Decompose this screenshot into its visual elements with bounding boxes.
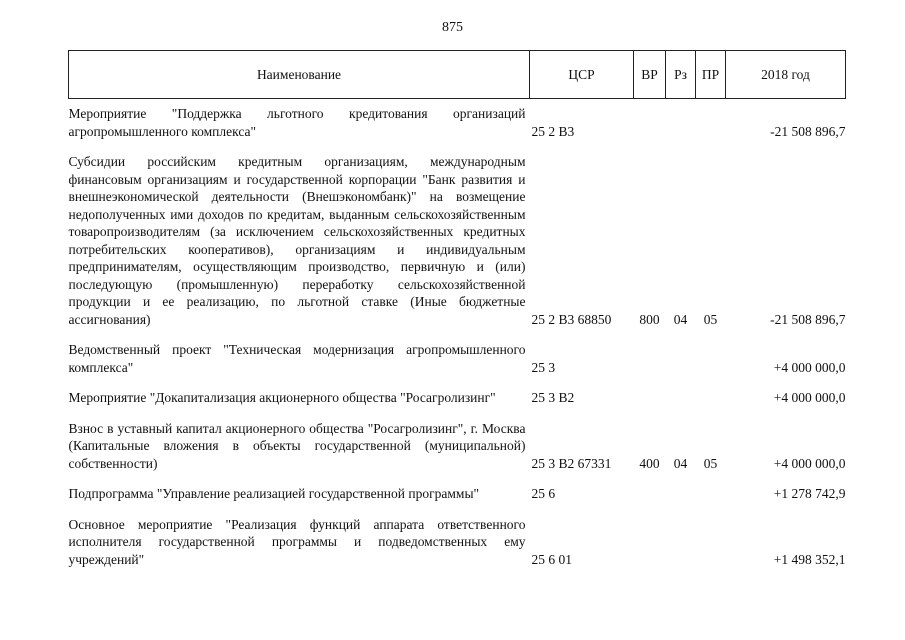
- row-csr: 25 2 В3 68850: [531, 311, 612, 327]
- row-pr: [696, 485, 726, 503]
- table-body: [69, 99, 846, 569]
- row-amount: +4 000 000,0: [773, 455, 846, 471]
- header-pr: ПР: [696, 51, 726, 99]
- row-name: Основное мероприятие "Реализация функций аппарата ответственного исполнителя государственной программы и подведомственных ему учреждений": [68, 516, 526, 567]
- row-amount: +1 498 352,1: [773, 551, 846, 567]
- row-name: Взнос в уставный капитал акционерного общества "Росагролизинг", г. Москва (Капитальные вложения в объекты государственной (муниципальной) собственности): [68, 420, 526, 471]
- row-rz: [666, 485, 696, 503]
- row-rz: 04: [673, 311, 688, 327]
- row-pr: [696, 105, 726, 140]
- row-csr: 25 3 В2: [531, 390, 575, 405]
- table-row: [69, 153, 846, 328]
- header-year: 2018 год: [726, 51, 846, 99]
- row-pr: [696, 516, 726, 569]
- row-vr: [634, 105, 666, 140]
- table-row: [69, 105, 846, 140]
- row-name: Мероприятие "Поддержка льготного кредитования организаций агропромышленного комплекса": [68, 106, 526, 139]
- table-row: [69, 389, 846, 407]
- row-pr: [696, 389, 726, 407]
- row-vr: [634, 341, 666, 376]
- row-pr: 05: [703, 311, 718, 327]
- header-csr: ЦСР: [530, 51, 634, 99]
- row-csr: 25 2 В3: [531, 123, 575, 139]
- row-vr: 800: [639, 311, 660, 327]
- row-rz: [666, 516, 696, 569]
- row-name: Субсидии российским кредитным организациям, международным финансовым организациям и государственной корпорации "Банк развития и внешнеэкономической деятельности (Внешэкономбанк)" на возмещение недополученных ими доходов по кредитам, выданным сельскохозяйственным товаропроизводителям (за исключением сельскохозяйственных кредитных потребительских кооперативов), организациям и индивидуальным предпринимателям, осуществляющим производство, первичную и (или) последующую (промышленную) переработку сельскохозяйственной продукции и ее реализацию, по льготной ставке (Иные бюджетные ассигнования): [68, 154, 526, 327]
- row-csr: 25 6 01: [531, 551, 572, 567]
- row-amount: +4 000 000,0: [773, 359, 846, 375]
- row-rz: 04: [673, 455, 688, 471]
- row-amount: +1 278 742,9: [773, 486, 846, 501]
- row-pr: 05: [703, 455, 718, 471]
- row-vr: 400: [639, 455, 660, 471]
- row-amount: -21 508 896,7: [770, 123, 846, 139]
- budget-table: [68, 50, 846, 568]
- row-vr: [634, 485, 666, 503]
- header-rz: Рз: [666, 51, 696, 99]
- table-row: [69, 485, 846, 503]
- table-row: [69, 516, 846, 569]
- table-row: [69, 341, 846, 376]
- row-rz: [666, 341, 696, 376]
- row-pr: [696, 341, 726, 376]
- row-amount: -21 508 896,7: [770, 311, 846, 327]
- row-vr: [634, 389, 666, 407]
- row-amount: +4 000 000,0: [773, 390, 846, 405]
- row-name: Ведомственный проект "Техническая модернизация агропромышленного комплекса": [68, 342, 526, 375]
- header-vr: ВР: [634, 51, 666, 99]
- table-row: [69, 420, 846, 473]
- header-name: Наименование: [69, 51, 530, 99]
- page-number: 875: [442, 20, 463, 35]
- row-name: Мероприятие "Докапитализация акционерного общества "Росагролизинг": [68, 390, 496, 405]
- row-csr: 25 6: [531, 486, 556, 501]
- row-rz: [666, 105, 696, 140]
- row-csr: 25 3 В2 67331: [531, 455, 612, 471]
- row-vr: [634, 516, 666, 569]
- table-header: [69, 51, 846, 99]
- row-csr: 25 3: [531, 359, 556, 375]
- row-rz: [666, 389, 696, 407]
- row-name: Подпрограмма "Управление реализацией государственной программы": [68, 486, 480, 501]
